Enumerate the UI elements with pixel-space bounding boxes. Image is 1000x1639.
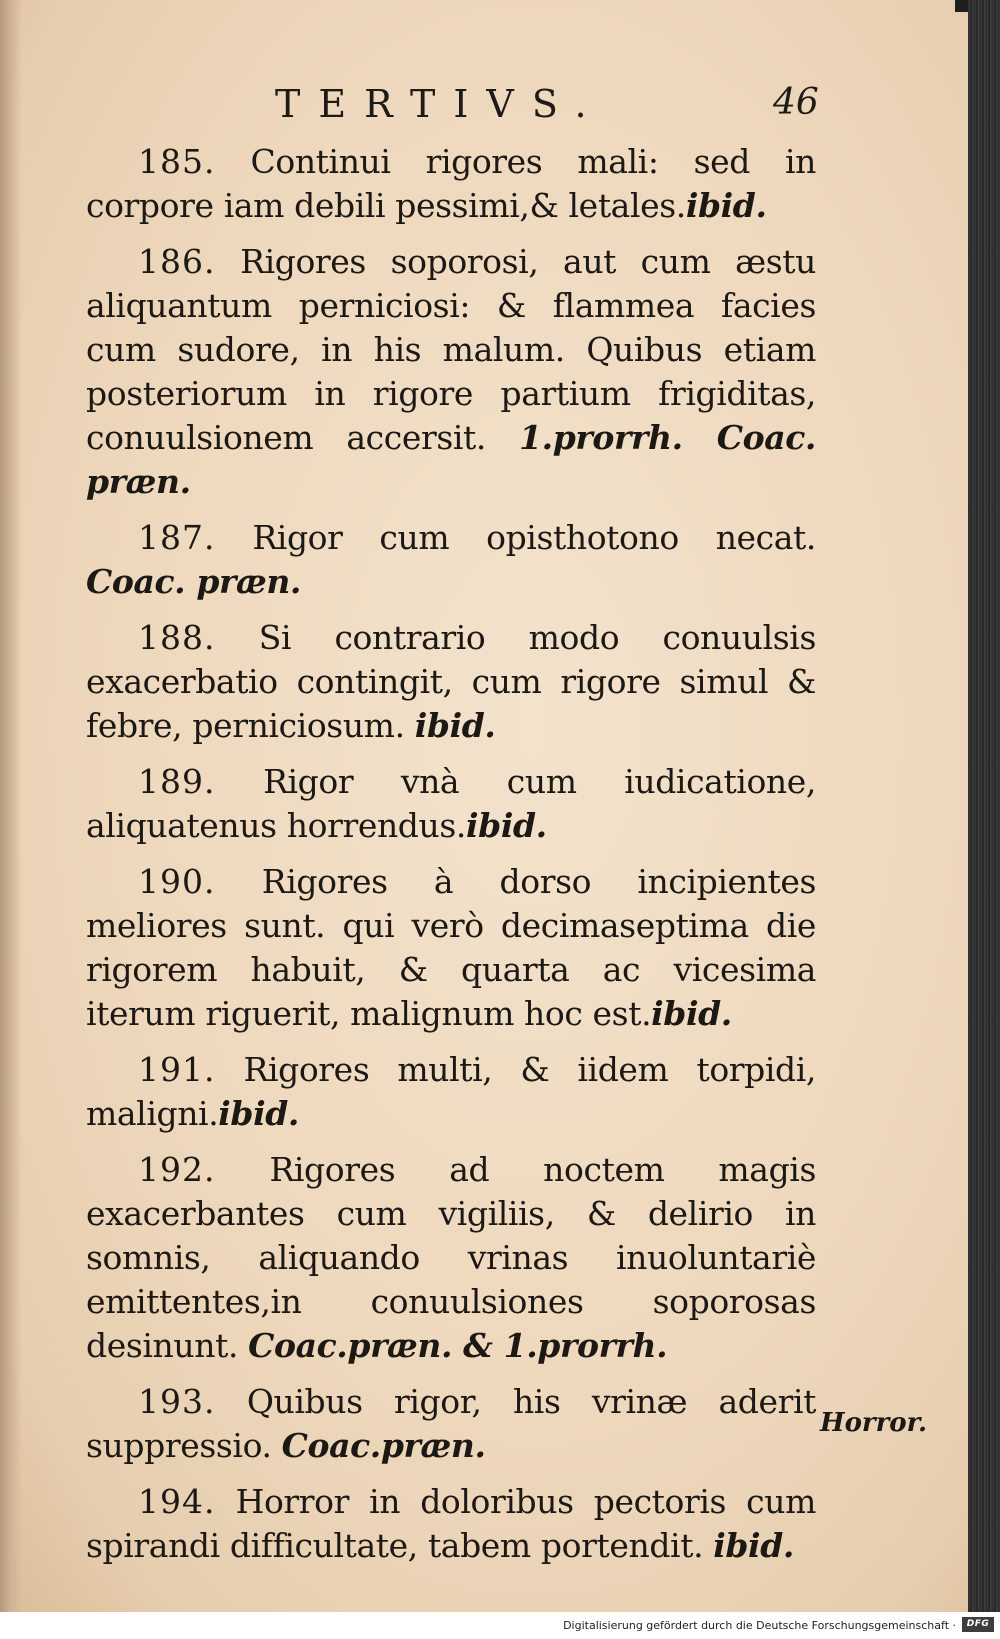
entry-186 (86, 240, 816, 504)
entry-number: 186. (138, 242, 216, 281)
text-block (86, 140, 816, 1580)
entry-text: Rigores ad noctem magis exacerbantes cum vigiliis, & delirio in somnis, aliquando vrinas inuoluntariè emittentes,in conuulsiones soporosas desinunt. (86, 1150, 816, 1365)
entry-text: Rigores à dorso incipientes meliores sunt. qui verò decimaseptima die rigorem habuit, & quarta ac vicesima iterum riguerit, malignum hoc est. (86, 862, 817, 1033)
entry-text: Rigor cum opisthotono necat. (252, 518, 816, 557)
entry-191 (86, 1048, 816, 1136)
running-head (0, 82, 968, 132)
page-gutter-shadow (0, 0, 22, 1612)
entry-text: Quibus rigor, his vrinæ aderit suppressio. (86, 1382, 816, 1465)
entry-reference: ibid. (466, 806, 547, 845)
entry-text: Rigor vnà cum iudicatione, aliquatenus horrendus. (86, 762, 817, 845)
entry-number: 193. (138, 1382, 216, 1421)
entry-reference: Coac.præn. (281, 1426, 486, 1465)
entry-text: Si contrario modo conuulsis exacerbatio contingit, cum rigore simul & febre, perniciosum. (86, 618, 816, 745)
entry-reference: ibid. (685, 186, 767, 225)
book-block-edge (968, 0, 1000, 1612)
entry-185 (86, 140, 816, 228)
digitization-credit: Digitalisierung gefördert durch die Deutsche Forschungsgemeinschaft · (563, 1619, 956, 1632)
entry-number: 187. (138, 518, 216, 557)
entry-187 (86, 516, 816, 604)
margin-note: Horror. (820, 1408, 928, 1438)
entry-text: Continui rigores mali: sed in corpore iam debili pessimi,& letales. (86, 142, 816, 225)
entry-number: 185. (138, 142, 216, 181)
entry-reference: ibid. (414, 706, 496, 745)
dfg-logo: DFG (962, 1617, 994, 1632)
running-title: TERTIVS. (275, 82, 605, 126)
entry-193 (86, 1380, 816, 1468)
entry-190 (86, 860, 816, 1036)
entry-reference: 1.prorrh. Coac. præn. (86, 418, 817, 501)
entry-reference: ibid. (713, 1526, 794, 1565)
entry-reference: Coac. præn. (86, 562, 302, 601)
entry-number: 191. (138, 1050, 216, 1089)
entry-192 (86, 1148, 816, 1368)
entry-number: 192. (138, 1150, 216, 1189)
entry-text: Rigores multi, & iidem torpidi, maligni. (86, 1050, 817, 1133)
entry-188 (86, 616, 816, 748)
entry-reference: ibid. (218, 1094, 300, 1133)
entry-number: 194. (138, 1482, 216, 1521)
entry-number: 188. (138, 618, 216, 657)
entry-189 (86, 760, 816, 848)
entry-194 (86, 1480, 816, 1568)
page-number: 46 (773, 82, 819, 123)
entry-number: 190. (138, 862, 216, 901)
entry-text: Rigores soporosi, aut cum æstu aliquantum perniciosi: & flammea facies cum sudore, in his malum. Quibus etiam posteriorum in rigore partium frigiditas, conuulsionem accersit. (86, 242, 816, 457)
entry-reference: Coac.præn. & 1.prorrh. (248, 1326, 668, 1365)
entry-text: Horror in doloribus pectoris cum spirandi difficultate, tabem portendit. (86, 1482, 816, 1565)
entry-number: 189. (138, 762, 216, 801)
entry-reference: ibid. (651, 994, 732, 1033)
